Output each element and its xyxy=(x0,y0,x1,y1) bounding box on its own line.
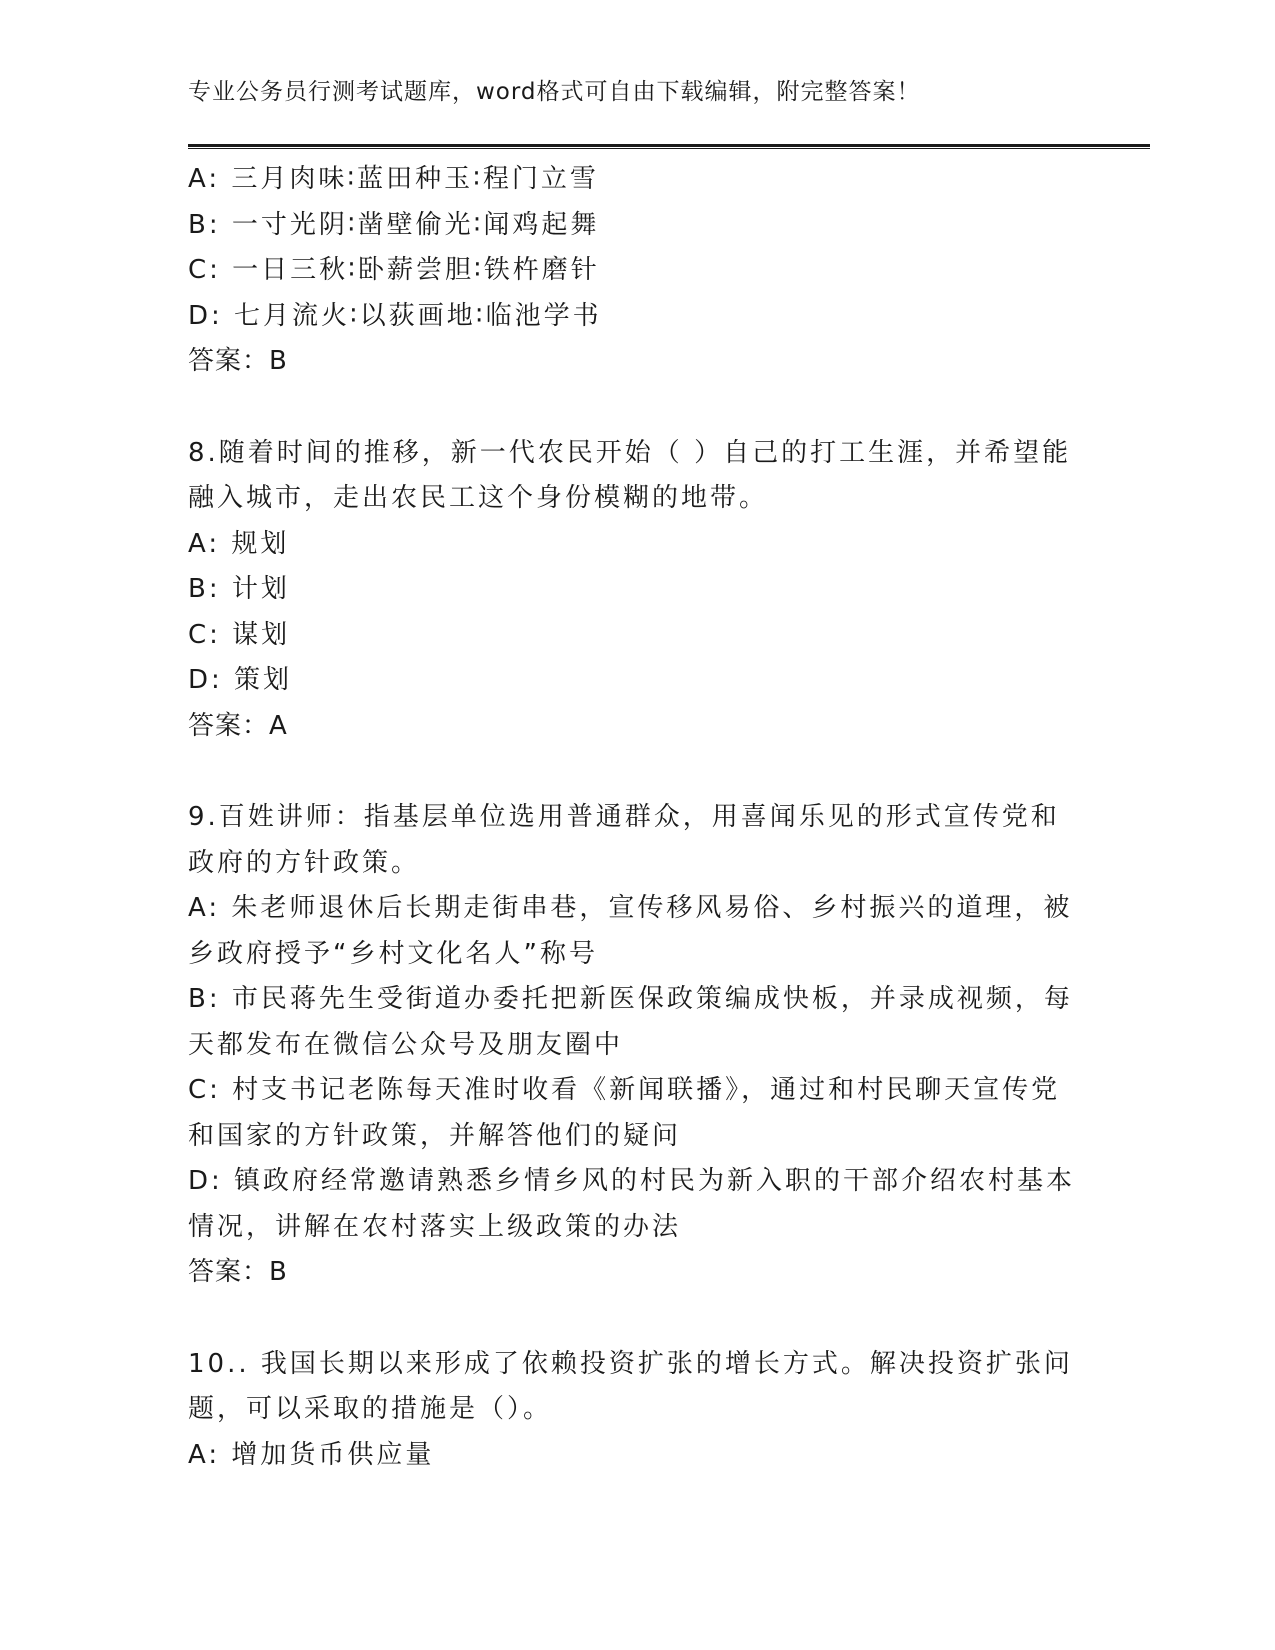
option-line: B: 市民蒋先生受街道办委托把新医保政策编成快板，并录成视频，每 xyxy=(188,984,1073,1014)
question-stem-line: 题，可以采取的措施是（）。 xyxy=(188,1394,553,1424)
option-line: A: 规划 xyxy=(188,528,290,559)
question-10 xyxy=(188,1342,1088,1479)
option-line: C: 村支书记老陈每天准时收看《新闻联播》，通过和村民聊天宣传党 xyxy=(188,1075,1061,1105)
option-line: A: 三月肉味∶蓝田种玉∶程门立雪 xyxy=(188,164,599,194)
option-line: C: 一日三秋∶卧薪尝胆∶铁杵磨针 xyxy=(188,255,600,285)
option-line: 和国家的方针政策，并解答他们的疑问 xyxy=(188,1120,682,1151)
question-stem-line: 9.百姓讲师：指基层单位选用普通群众，用喜闻乐见的形式宣传党和 xyxy=(188,802,1060,832)
answer-line: 答案：B xyxy=(188,1257,288,1287)
answer-line: 答案：A xyxy=(188,710,288,741)
document-body xyxy=(188,157,1088,1478)
option-line: B: 计划 xyxy=(188,574,290,604)
question-stem-line: 融入城市，走出农民工这个身份模糊的地带。 xyxy=(188,483,769,513)
question-8 xyxy=(188,431,1088,750)
option-line: 情况，讲解在农村落实上级政策的办法 xyxy=(188,1211,682,1242)
question-stem-line: 政府的方针政策。 xyxy=(188,847,421,878)
question-7-options xyxy=(188,157,1088,339)
question-stem-line: 8.随着时间的推移，新一代农民开始（ ）自己的打工生涯，并希望能 xyxy=(188,437,1072,468)
spacer xyxy=(188,385,1088,431)
option-line: B: 一寸光阴∶凿壁偷光∶闻鸡起舞 xyxy=(188,209,600,240)
page-header: 专业公务员行测考试题库，word格式可自由下载编辑，附完整答案！ xyxy=(188,79,921,105)
option-line: C: 谋划 xyxy=(188,619,291,650)
option-line: A: 增加货币供应量 xyxy=(188,1439,435,1470)
question-9 xyxy=(188,795,1088,1296)
question-stem-line: 10.. 我国长期以来形成了依赖投资扩张的增长方式。解决投资扩张问 xyxy=(188,1348,1073,1379)
option-line: 天都发布在微信公众号及朋友圈中 xyxy=(188,1029,624,1060)
option-line: A: 朱老师退休后长期走街串巷，宣传移风易俗、乡村振兴的道理，被 xyxy=(188,893,1073,923)
option-line: D: 策划 xyxy=(188,665,293,695)
option-line: 乡政府授予“乡村文化名人”称号 xyxy=(188,938,598,969)
option-line: D: 镇政府经常邀请熟悉乡情乡风的村民为新入职的干部介绍农村基本 xyxy=(188,1166,1076,1196)
header-rule xyxy=(188,144,1150,149)
spacer xyxy=(188,749,1088,795)
option-line: D: 七月流火∶以荻画地∶临池学书 xyxy=(188,300,602,331)
answer-line: 答案：B xyxy=(188,346,288,376)
spacer xyxy=(188,1296,1088,1342)
